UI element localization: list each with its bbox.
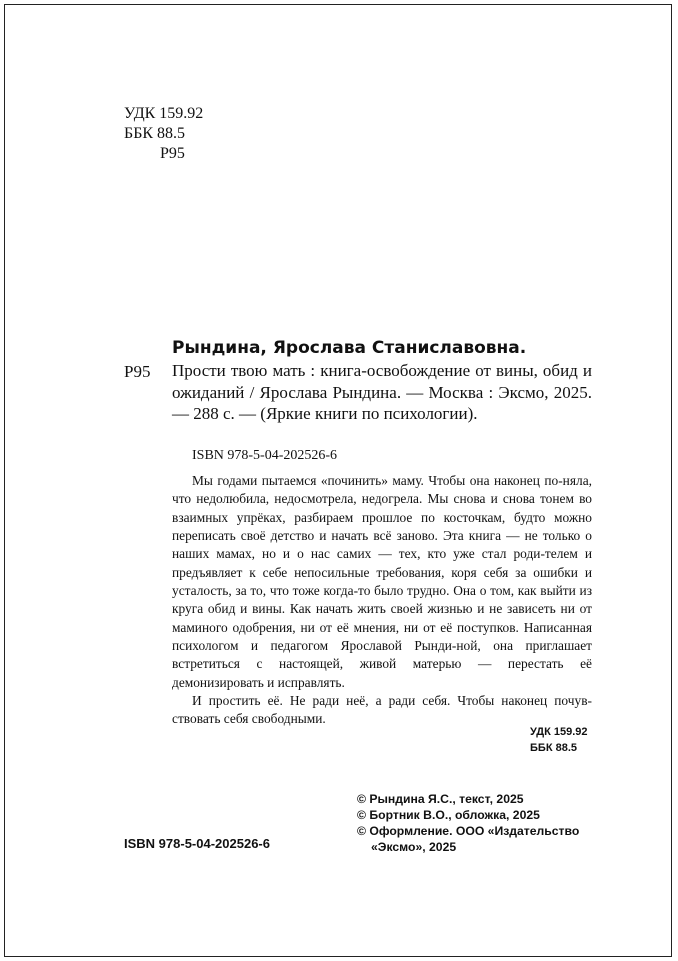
annotation-paragraph: Мы годами пытаемся «починить» маму. Чтобы она наконец по-няла, что недолюбила, недосмотрела, недогрела. Мы снова и снова тонем во взаимных упрёках, разбираем прошлое по косточкам, будто можно переписать своё детство и начать всё заново. Эта книга — не только о наших мамах, но и о нас самих — тех, кто уже стал роди-телем и предъявляет к себе непосильные требования, коря себя за ошибки и усталость, за то, что тоже когда-то было трудно. Она о том, как выйти из круга обид и вины. Как начать жить своей жизнью и не зависеть ни от маминого одобрения, ни от её мнения, ни от её поступков. Написанная психологом и педагогом Ярославой Рынди-ной, она приглашает встретиться с настоящей, живой матерью — перестать её демонизировать и исправлять. — [172, 473, 592, 690]
udk-code: УДК 159.92 — [124, 105, 204, 122]
annotation — [172, 472, 592, 729]
udk-code-small: УДК 159.92 — [530, 726, 588, 738]
bbk-code-small: ББК 88.5 — [530, 742, 577, 754]
author-heading: Рындина, Ярослава Станиславовна. — [172, 338, 527, 358]
annotation-classification — [530, 724, 588, 756]
copyright-design: © Оформление. ООО «Издательство — [357, 824, 580, 838]
record-author-sign: Р95 — [124, 362, 151, 381]
record-isbn: ISBN 978-5-04-202526-6 — [192, 448, 338, 463]
bottom-isbn: ISBN 978-5-04-202526-6 — [124, 836, 270, 851]
copyright-cover: © Бортник В.О., обложка, 2025 — [357, 808, 540, 822]
copyright-text: © Рындина Я.С., текст, 2025 — [357, 792, 524, 806]
classification-block — [124, 104, 203, 164]
copyright-design-cont: «Эксмо», 2025 — [371, 840, 457, 854]
bibliographic-description: Прости твою мать : книга-освобождение от вины, обид и ожиданий / Ярослава Рындина. — Москва : Эксмо, 2025. — 288 с. — (Яркие книги по психологии). — [172, 361, 592, 423]
bbk-code: ББК 88.5 — [124, 125, 186, 142]
author-sign: Р95 — [160, 145, 185, 162]
annotation-paragraph: И простить её. Не ради неё, а ради себя. Чтобы наконец почув-ствовать себя свободными. — [172, 693, 592, 727]
copyright-block — [357, 791, 579, 855]
